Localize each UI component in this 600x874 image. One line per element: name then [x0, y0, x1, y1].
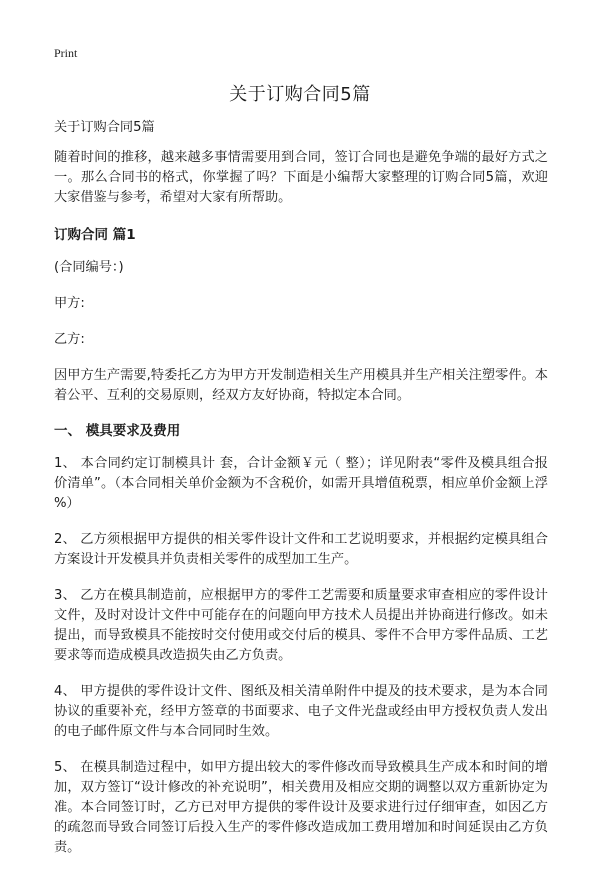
print-link[interactable]: Print — [54, 46, 78, 60]
clause-paragraph: 1、 本合同约定订制模具计 套，合计金额￥元（ 整）；详见附表“零件及模具组合报价清单”。（本合同相关单价金额为不含税价，如需开具增值税票，相应单价金额上浮 %） — [54, 456, 548, 511]
clause-paragraph: 4、 甲方提供的零件设计文件、图纸及相关清单附件中提及的技术要求，是为本合同协议的重要补充，经甲方签章的书面要求、电子文件光盘或经由甲方授权负责人发出的电子邮件原文件与本合同同时生效。 — [54, 684, 548, 739]
clause-paragraph: 3、 乙方在模具制造前，应根据甲方的零件工艺需要和质量要求审查相应的零件设计文件，及时对设计文件中可能存在的问题向甲方技术人员提出并协商进行修改。如未提出，而导致模具不能按时交付使用或交付后的模具、零件不合甲方零件品质、工艺要求等而造成模具改造损失由乙方负责。 — [54, 588, 548, 663]
party-a-label: 甲方: — [54, 296, 85, 311]
document-subtitle: 关于订购合同5篇 — [54, 120, 155, 135]
contract-number: (合同编号：) — [54, 260, 124, 275]
clause-paragraph: 2、 乙方须根据甲方提供的相关零件设计文件和工艺说明要求，并根据约定模具组合方案设计开发模具并负责相关零件的成型加工生产。 — [54, 532, 548, 567]
party-b-label: 乙方: — [54, 332, 85, 347]
intro-paragraph: 随着时间的推移，越来越多事情需要用到合同，签订合同也是避免争端的最好方式之一。那么合同书的格式，你掌握了吗？下面是小编帮大家整理的订购合同5篇，欢迎大家借鉴与参考，希望对大家有所帮助。 — [54, 150, 548, 205]
section-heading: 订购合同 篇1 — [54, 227, 136, 243]
article-heading: 一、 模具要求及费用 — [54, 423, 181, 439]
document-body — [54, 118, 548, 874]
preamble-paragraph: 因甲方生产需要,特委托乙方为甲方开发制造相关生产用模具并生产相关注塑零件。本着公平、互利的交易原则，经双方友好协商，特拟定本合同。 — [54, 368, 548, 403]
clause-paragraph: 5、 在模具制造过程中，如甲方提出较大的零件修改而导致模具生产成本和时间的增加，双方签订“设计修改的补充说明”，相关费用及相应交期的调整以双方重新协定为准。本合同签订时，乙方已对甲方提供的零件设计及要求进行过仔细审查，如因乙方的疏忽而导致合同签订后投入生产的零件修改造成加工费用增加和时间延误由乙方负责。 — [54, 760, 548, 855]
document-title: 关于订购合同5篇 — [229, 84, 371, 105]
